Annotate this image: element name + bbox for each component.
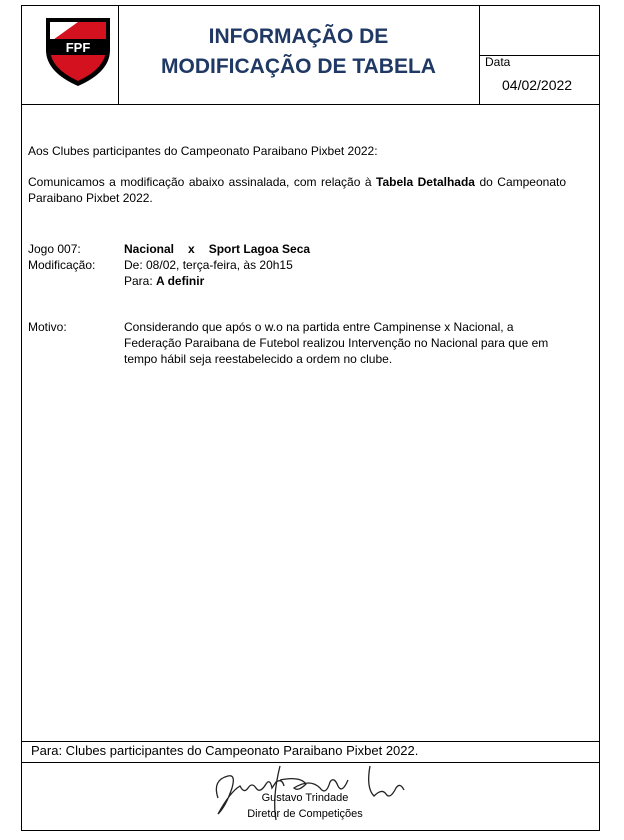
logo-text: FPF <box>65 40 91 55</box>
date-value: 04/02/2022 <box>502 77 573 93</box>
title-line-2: MODIFICAÇÃO DE TABELA <box>161 55 436 78</box>
logo-divider <box>118 5 119 104</box>
change-label: Modificação: <box>28 258 96 272</box>
page-title <box>120 22 477 82</box>
intro-paragraph <box>28 174 566 206</box>
home-team: Nacional <box>124 242 175 256</box>
change-to <box>124 273 204 289</box>
intro-after: do Campeonato Paraibano Pixbet 2022. <box>28 175 567 205</box>
recipients: Para: Clubes participantes do Campeonato Paraibano Pixbet 2022. <box>31 743 419 758</box>
game-label: Jogo 007: <box>28 242 81 256</box>
header-divider <box>21 104 600 105</box>
document-frame <box>21 5 600 831</box>
game-matchup <box>124 241 310 257</box>
versus: x <box>188 242 195 256</box>
away-team: Sport Lagoa Seca <box>208 242 311 256</box>
date-label: Data <box>485 55 511 69</box>
footer-divider-top <box>21 741 600 742</box>
intro-before: Comunicamos a modificação abaixo assinalada, com relação à <box>28 175 377 189</box>
change-to-value: A definir <box>156 274 205 288</box>
intro-bold: Tabela Detalhada <box>376 175 475 189</box>
reason-text: Considerando que após o w.o na partida entre Campinense x Nacional, a Federação Paraibana de Futebol realizou Intervenção no Nacional para que em tempo hábil seja reestabelecido a ordem no clube. <box>124 320 549 366</box>
change-to-prefix: Para: <box>124 274 157 288</box>
reason-label: Motivo: <box>28 320 67 334</box>
signer-name: Gustavo Trindade <box>261 792 349 804</box>
fpf-logo <box>44 12 112 88</box>
change-from: De: 08/02, terça-feira, às 20h15 <box>124 258 293 272</box>
signer-role: Diretor de Competições <box>247 808 363 820</box>
greeting: Aos Clubes participantes do Campeonato Paraibano Pixbet 2022: <box>28 144 378 158</box>
title-line-1: INFORMAÇÃO DE <box>208 25 389 48</box>
